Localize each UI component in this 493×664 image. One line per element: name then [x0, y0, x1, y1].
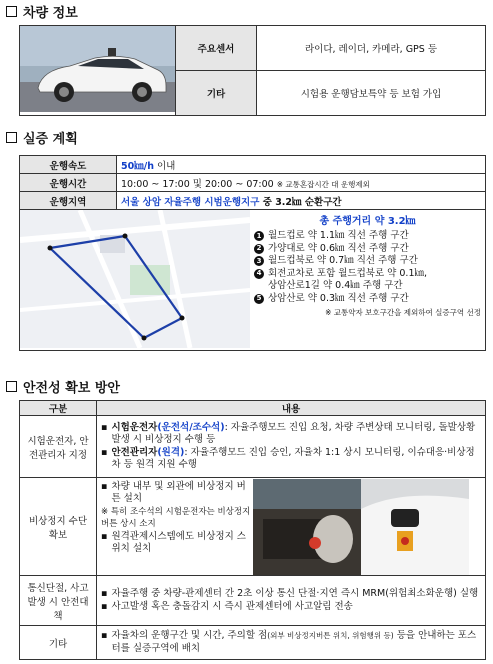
list-item: ▪ 사고발생 혹은 충돌감지 시 즉시 관제센터에 사고알림 전송	[101, 600, 353, 612]
route-number-icon: 2	[254, 244, 264, 254]
car-photo	[20, 26, 176, 116]
row2-text	[101, 479, 253, 575]
route-item	[254, 230, 481, 243]
safety-section-title: 안전성 확보 방안	[6, 377, 120, 396]
time-label: 운행시간	[20, 174, 117, 192]
plan-table	[19, 155, 486, 351]
route-text: 회전교차로 포함 월드컵북로 약 0.1㎞,	[268, 267, 428, 279]
time-value: 10:00 ~ 17:00 및 20:00 ~ 07:00 ※ 교통혼잡시간 대 운행제외	[117, 174, 486, 192]
checkbox-square-icon	[6, 6, 17, 17]
route-number-spacer	[254, 280, 264, 293]
route-note: ※ 교통약자 보호구간을 제외하여 실증구역 선정	[325, 308, 481, 317]
speed-label: 운행속도	[20, 156, 117, 174]
plan-section-title: 실증 계획	[6, 128, 78, 147]
route-number-icon: 3	[254, 256, 264, 266]
route-item	[254, 268, 481, 281]
content-header: 내용	[97, 401, 486, 416]
vehicle-section-title: 차량 정보	[6, 2, 78, 21]
route-number-icon: 5	[254, 294, 264, 304]
route-cell	[20, 210, 486, 351]
route-item	[254, 280, 481, 293]
row1-content	[97, 416, 486, 478]
list-item: ▪ 시험운전자(운전석/조수석): 자율주행모드 진입 요청, 차량 주변상태 모니터링, 돌발상황 발생 시 비상정지 수행 등	[101, 421, 476, 445]
route-list	[254, 230, 481, 305]
list-item: ▪ 원격관제시스템에도 비상정지 스위치 설치	[101, 530, 246, 554]
row4-content	[97, 626, 486, 660]
route-number-icon: 4	[254, 269, 264, 279]
other-value: 시험용 운행담보특약 등 보험 가입	[257, 71, 486, 116]
route-text: 가양대로 약 0.6㎞ 직선 주행 구간	[268, 242, 409, 254]
area-value: 서울 상암 자율주행 시범운행지구 중 3.2㎞ 순환구간	[117, 192, 486, 210]
vehicle-table	[19, 25, 486, 116]
list-item: ▪ 자율차의 운행구간 및 시간, 주의할 점(외부 비상정지버튼 위치, 위험행위 등) 등을 안내하는 포스터를 실증구역에 배치	[101, 630, 477, 654]
row3-content	[97, 576, 486, 626]
sensors-label: 주요센서	[176, 26, 257, 71]
row4-label: 기타	[20, 626, 97, 660]
list-item: ▪ 자율주행 중 차량-관제센터 간 2초 이상 통신 단절·지연 즉시 MRM(위험최소화운행) 실행	[101, 588, 479, 599]
row1-label: 시험운전자, 안전관리자 지정	[20, 416, 97, 478]
interior-button-photo	[253, 479, 361, 575]
other-label: 기타	[176, 71, 257, 116]
row2-label: 비상정지 수단 확보	[20, 478, 97, 576]
route-map	[20, 210, 250, 348]
checkbox-square-icon	[6, 132, 17, 143]
area-label: 운행지역	[20, 192, 117, 210]
route-number-icon: 1	[254, 231, 264, 241]
route-item	[254, 255, 481, 268]
route-total: 총 주행거리 약 3.2㎞	[319, 216, 416, 227]
list-item: ▪ 차량 내부 및 외관에 비상정지 버튼 설치	[101, 480, 246, 504]
sensors-value: 라이다, 레이더, 카메라, GPS 등	[257, 26, 486, 71]
row3-label: 통신단절, 사고발생 시 안전대책	[20, 576, 97, 626]
safety-table	[19, 400, 486, 660]
list-item: ※ 특히 조수석의 시험운전자는 비상정지 버튼 상시 소지	[101, 506, 251, 529]
route-item	[254, 243, 481, 256]
route-text: 상암산로1길 약 0.4㎞ 주행 구간	[268, 280, 403, 291]
route-text: 월드컵북로 약 0.7㎞ 직선 주행 구간	[268, 255, 418, 266]
route-item	[254, 293, 481, 306]
speed-value: 50㎞/h 이내	[117, 156, 486, 174]
checkbox-square-icon	[6, 381, 17, 392]
car-image	[20, 26, 175, 112]
exterior-button-photo	[361, 479, 469, 575]
route-text: 상암산로 약 0.3㎞ 직선 주행 구간	[268, 292, 409, 304]
row2-content	[97, 478, 486, 576]
category-header: 구분	[20, 401, 97, 416]
route-legend	[250, 210, 485, 350]
list-item: ▪ 안전관리자(원격): 자율주행모드 진입 승인, 자율차 1:1 상시 모니터링, 이슈대응·비상정차 등 원격 지원 수행	[101, 446, 475, 470]
route-text: 월드컵로 약 1.1㎞ 직선 주행 구간	[268, 230, 409, 241]
